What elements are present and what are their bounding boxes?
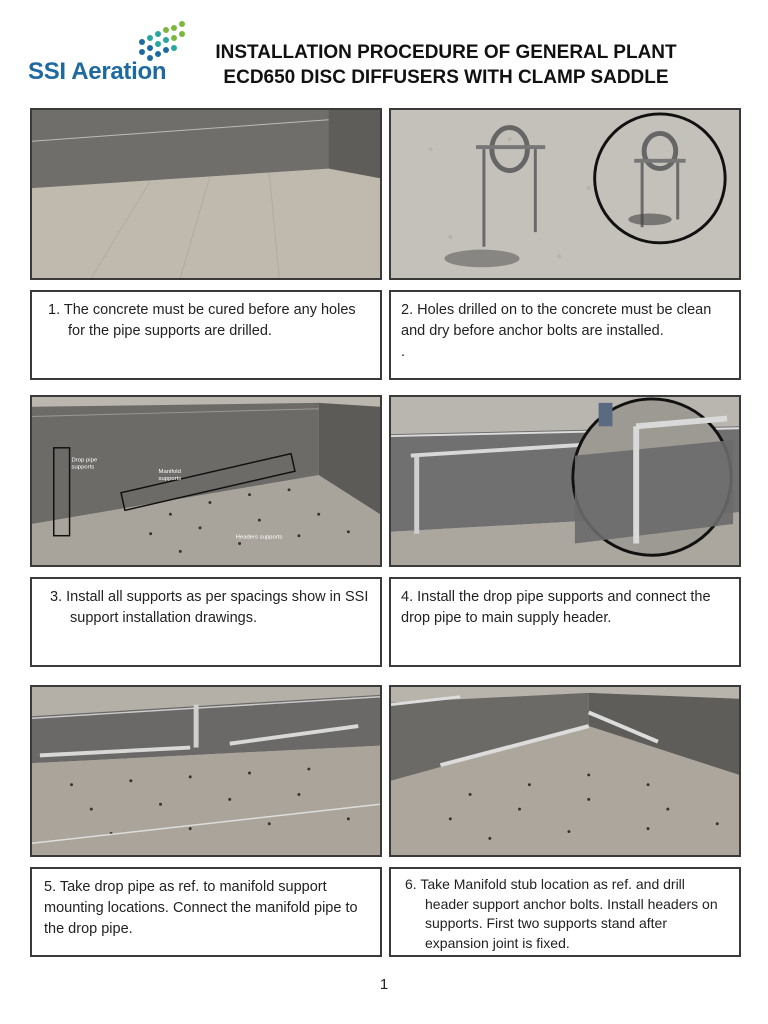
step-6-image	[389, 685, 741, 857]
step-6-caption	[389, 867, 741, 957]
step-4-text: 4. Install the drop pipe supports and connect the drop pipe to main supply header.	[401, 589, 711, 626]
step-6-text: 6. Take Manifold stub location as ref. and drill header support anchor bolts. Install headers on supports. First two supports stand after expansion joint is fixed.	[405, 876, 718, 951]
title-line-2: ECD650 DISC DIFFUSERS WITH CLAMP SADDLE	[223, 67, 669, 88]
step-4-caption	[389, 577, 741, 667]
step-1-text: 1. The concrete must be cured before any holes for the pipe supports are drilled.	[48, 302, 356, 339]
page-number: 1	[379, 976, 389, 993]
drop-pipe-label-1: Drop pipe	[71, 457, 98, 464]
ssi-logo	[28, 20, 188, 90]
headers-label: Headers supports	[235, 534, 283, 541]
manifold-label-1: Manifold	[158, 469, 181, 476]
step-3-caption	[30, 577, 382, 667]
step-3-text: 3. Install all supports as per spacings show in SSI support installation drawings.	[50, 589, 369, 626]
manifold-label-2: supports	[158, 476, 182, 483]
step-2-image	[389, 108, 741, 280]
step-1-caption	[30, 290, 382, 380]
title-line-1: INSTALLATION PROCEDURE OF GENERAL PLANT	[215, 42, 677, 63]
step-2-text: 2. Holes drilled on to the concrete must be clean and dry before anchor bolts are installed.	[401, 302, 712, 339]
step-5-text: 5. Take drop pipe as ref. to manifold support mounting locations. Connect the manifold pipe to the drop pipe.	[44, 879, 358, 937]
step-2-extra: .	[401, 344, 406, 360]
step-2-caption	[389, 290, 741, 380]
step-1-image	[30, 108, 382, 280]
step-4-image	[389, 395, 741, 567]
step-5-caption	[30, 867, 382, 957]
page-title	[196, 40, 696, 90]
logo-text: SSI Aeration	[28, 58, 167, 85]
step-5-image	[30, 685, 382, 857]
drop-pipe-label-2: supports	[71, 464, 95, 471]
step-3-image	[30, 395, 382, 567]
